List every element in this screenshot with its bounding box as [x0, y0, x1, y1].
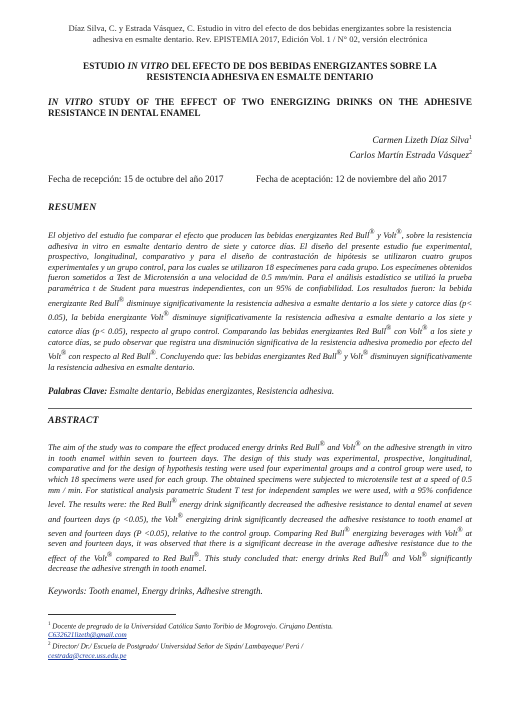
- english-title-italic: IN VITRO: [48, 97, 93, 107]
- spanish-title-pre: ESTUDIO: [83, 61, 128, 71]
- footnotes: [48, 620, 472, 661]
- spanish-title-line-2: RESISTENCIA ADHESIVA EN ESMALTE DENTARIO: [146, 72, 374, 82]
- english-title: [48, 97, 472, 119]
- resumen-text: disminuyen significativamente la resistencia adhesiva en esmalte dentario.: [48, 352, 472, 372]
- keywords-label: Keywords:: [48, 585, 87, 596]
- resumen-text: y Volt: [374, 231, 397, 241]
- resumen-body: [48, 227, 472, 373]
- abstract-text: energizing drink significantly decreased the adhesive resistance to tooth enamel at seven and fourteen days (P <0.05), relative to the control group. Comparing Red Bull: [48, 514, 472, 538]
- registered-mark: ®: [118, 295, 125, 304]
- palabras-clave-label: Palabras Clave:: [48, 386, 108, 397]
- running-header-line-2: adhesiva en esmalte dentario. Rev. EPISTEMIA 2017, Edición Vol. 1 / N° 02, versión electrónica: [92, 34, 428, 44]
- spanish-title-post: DEL EFECTO DE DOS BEBIDAS ENERGIZANTES SOBRE LA: [168, 61, 437, 71]
- author-list: [48, 132, 472, 162]
- resumen-text: con Volt: [391, 327, 423, 337]
- resumen-text: y Volt: [341, 352, 363, 362]
- author-2: [48, 147, 472, 162]
- abstract-text: and Volt: [388, 553, 422, 563]
- date-received: Fecha de recepción: 15 de octubre del año 2017: [48, 174, 224, 185]
- footnote-1-email[interactable]: C632621lizeth@gmail.com: [48, 631, 127, 640]
- registered-mark: ®: [171, 497, 177, 506]
- palabras-clave: [48, 386, 472, 397]
- abstract-text: on the adhesive strength in vitro in tooth enamel within seven to fourteen days. The design of this study was experimental, prospective, longitudinal, comparative and for the design of hypothesis testing were used four experimental groups and a control group were used, to which 18 specimens were used for each group. The obtained specimens were subjected to microtensile test at a speed of 0.5 mm / min. For statistical analysis parametric Student T test for independent samples we were used, with a 95% confidence level. The results were: the Red Bull: [48, 443, 472, 509]
- keywords: [48, 586, 472, 597]
- abstract-text: . This study concluded that: energy drinks Red Bull: [199, 553, 384, 563]
- abstract-text: energizing beverages with Volt: [349, 528, 458, 538]
- running-header-line-1: Díaz Silva, C. y Estrada Vásquez, C. Estudio in vitro del efecto de dos bebidas energizantes sobre la resistencia: [68, 23, 452, 33]
- registered-mark: ®: [61, 349, 67, 358]
- registered-mark: ®: [369, 228, 375, 237]
- footnote-2-email[interactable]: cestrada@crece.uss.edu.pe: [48, 651, 127, 660]
- registered-mark: ®: [336, 349, 342, 358]
- author-2-affiliation: 2: [469, 150, 472, 157]
- author-1-affiliation: 1: [469, 135, 472, 141]
- resumen-text: con respecto al Red Bull: [66, 352, 151, 362]
- palabras-clave-text: Esmalte dentario, Bebidas energizantes, Resistencia adhesiva.: [107, 386, 335, 397]
- abstract-text: significantly decrease the adhesive strength in tooth enamel.: [48, 553, 473, 574]
- abstract-heading: ABSTRACT: [48, 415, 99, 427]
- footnote-1-text: Docente de pregrado de la Universidad Católica Santo Toribio de Mogrovejo. Cirujano Dentista.: [50, 622, 333, 631]
- abstract-text: at seven and fourteen days, it was observed that there is a significant decrease in the average adhesive resistance due to the effect of the Volt: [48, 528, 473, 563]
- footnote-2-text: Director/ Dr./ Escuela de Postgrado/ Universidad Señor de Sipán/ Lambayeque/ Perú /: [50, 642, 304, 651]
- registered-mark: ®: [150, 349, 156, 358]
- running-header: [48, 0, 472, 45]
- registered-mark: ®: [421, 550, 427, 559]
- abstract-text: The aim of the study was to compare the effect produced energy drinks Red Bull: [48, 443, 320, 453]
- abstract-text: energy drink significantly decreased the adhesive resistance to dental enamel at seven and fourteen days (p <0.05), the Volt: [48, 499, 473, 524]
- spanish-title-italic: IN VITRO: [127, 61, 169, 71]
- footnote-1: [48, 620, 472, 631]
- registered-mark: ®: [396, 228, 402, 237]
- registered-mark: ®: [193, 550, 200, 559]
- author-1-name: Carmen Lizeth Díaz Silva: [372, 136, 469, 147]
- abstract-body: [48, 439, 472, 575]
- registered-mark: ®: [106, 550, 113, 559]
- footnote-rule: [48, 614, 176, 615]
- registered-mark: ®: [457, 525, 463, 534]
- section-divider: [48, 408, 472, 409]
- footnote-1-marker: 1: [48, 621, 51, 627]
- registered-mark: ®: [355, 440, 361, 449]
- resumen-heading: RESUMEN: [48, 202, 97, 214]
- resumen-text: , sobre la resistencia adhesiva in vitro en esmalte dentario dentro de siete y catorce días. El diseño del presente estudio fue experimental, prospectivo, longitudinal, comparativo y para el diseño de contrastación de hipótesis se utilizaron cuatro grupos experimentales y un grupo control, para los cuales se utilizaron 18 especímenes para cada grupo. Los especímenes obtenidos fueron sometidos a Test de Microtensión a una velocidad de 0.5 mm/min. Para el análisis estadístico se utilizó la prueba paramétrica t de Student para muestras independientes, con un 95% de confiabilidad. Los resultados fueron: la bebida energizante Red Bull: [48, 231, 472, 308]
- footnote-2: [48, 640, 472, 651]
- abstract-text: compared to Red Bull: [112, 553, 194, 563]
- registered-mark: ®: [385, 324, 392, 333]
- english-title-rest: STUDY OF THE EFFECT OF TWO ENERGIZING DRINKS ON THE ADHESIVE RESISTANCE IN DENTAL ENAMEL: [48, 97, 472, 118]
- resumen-text: disminuye significativamente la resistencia adhesiva a esmalte dentario a los siete y catorce días (p< 0.05), la bebida energizante Volt: [48, 298, 472, 322]
- registered-mark: ®: [163, 310, 169, 318]
- resumen-text: disminuye significativamente la resistencia adhesiva a esmalte dentario a los siete y catorce días (p< 0.05), respecto al grupo control. Comparando las bebidas energizantes Red Bull: [48, 312, 472, 337]
- registered-mark: ®: [344, 525, 350, 534]
- resumen-text: a los siete y catorce días, se pudo observar que registra una disminución significativa de la resistencia adhesiva promedio por efecto del Volt: [48, 327, 473, 362]
- author-2-name: Carlos Martín Estrada Vásquez: [349, 151, 469, 162]
- abstract-text: and Volt: [324, 443, 356, 453]
- registered-mark: ®: [177, 511, 183, 520]
- dates-row: [48, 174, 472, 185]
- registered-mark: ®: [383, 550, 389, 559]
- resumen-text: . Concluyendo que: las bebidas energizantes Red Bull: [155, 352, 337, 362]
- spanish-title: [48, 61, 472, 83]
- registered-mark: ®: [422, 324, 428, 333]
- footnote-2-marker: 2: [48, 642, 51, 648]
- date-accepted: Fecha de aceptación: 12 de noviembre del año 2017: [256, 174, 447, 185]
- registered-mark: ®: [362, 349, 369, 358]
- keywords-text: Tooth enamel, Energy drinks, Adhesive strength.: [86, 585, 263, 596]
- author-1: [48, 132, 472, 147]
- registered-mark: ®: [319, 440, 325, 449]
- resumen-text: El objetivo del estudio fue comparar el efecto que producen las bebidas energizantes Red Bull: [48, 231, 370, 241]
